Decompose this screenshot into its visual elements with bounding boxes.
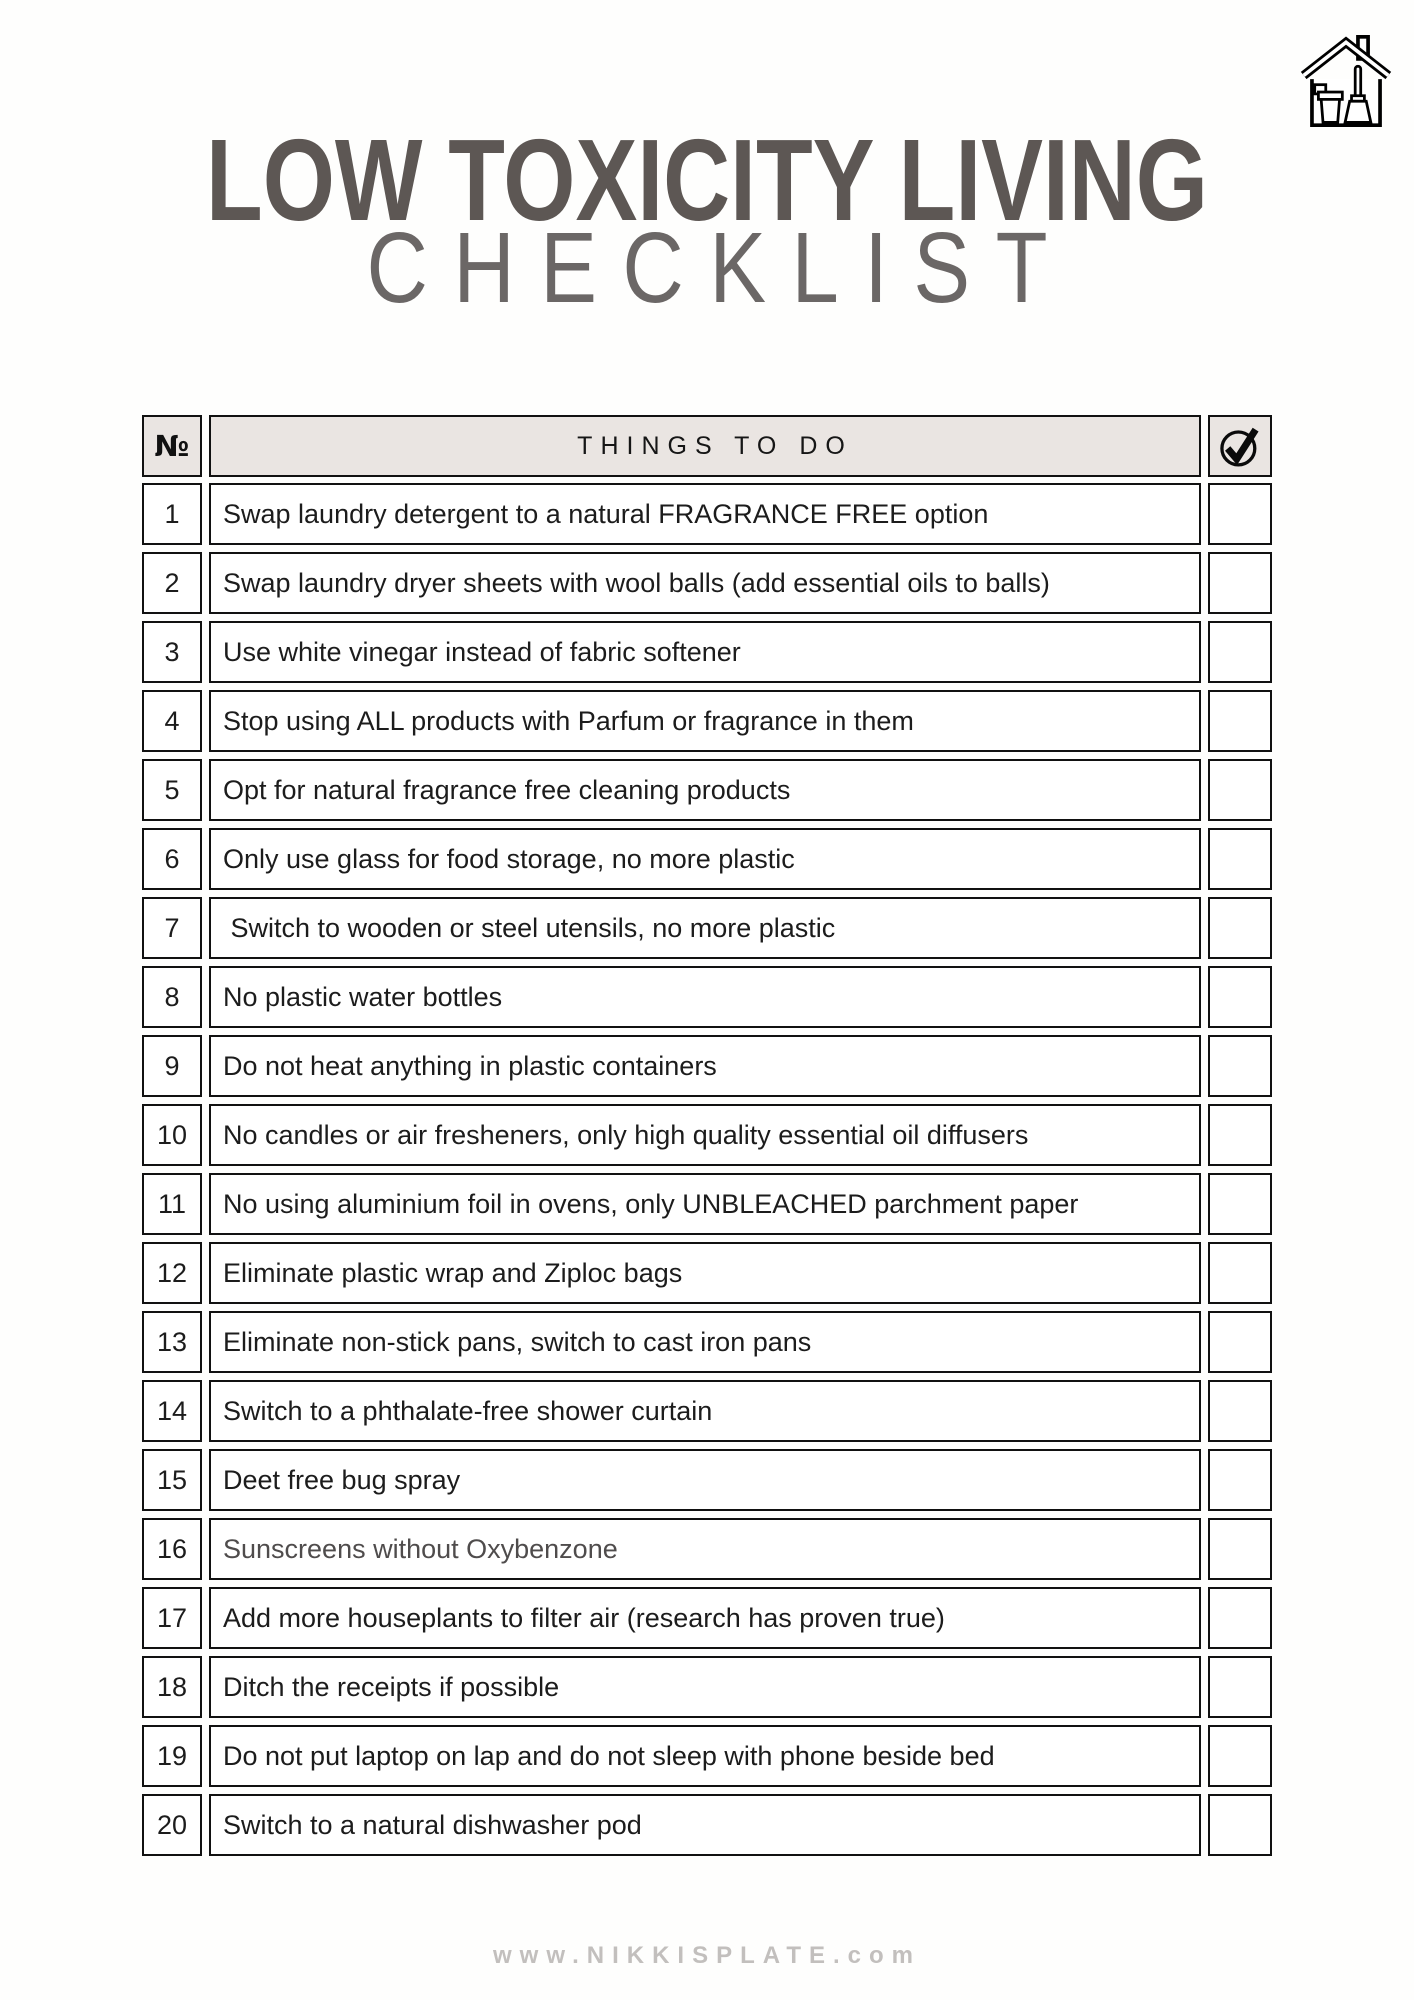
row-number: 2 (142, 552, 202, 614)
number-column-header: № (142, 415, 202, 477)
row-task-text: Switch to a phthalate-free shower curtain (209, 1380, 1201, 1442)
row-number: 18 (142, 1656, 202, 1718)
row-task-text: Deet free bug spray (209, 1449, 1201, 1511)
table-row (142, 1311, 1272, 1373)
row-number: 5 (142, 759, 202, 821)
row-checkbox[interactable] (1208, 1311, 1272, 1373)
table-row (142, 1242, 1272, 1304)
check-column-header (1208, 415, 1272, 477)
row-task-text: Do not heat anything in plastic containers (209, 1035, 1201, 1097)
table-row (142, 759, 1272, 821)
table-row (142, 1794, 1272, 1856)
row-checkbox[interactable] (1208, 1656, 1272, 1718)
row-task-text: No candles or air fresheners, only high quality essential oil diffusers (209, 1104, 1201, 1166)
row-task-text: Switch to a natural dishwasher pod (209, 1794, 1201, 1856)
table-row (142, 966, 1272, 1028)
row-number: 3 (142, 621, 202, 683)
row-task-text: Swap laundry detergent to a natural FRAGRANCE FREE option (209, 483, 1201, 545)
checklist-table (142, 415, 1272, 1856)
row-number: 12 (142, 1242, 202, 1304)
row-number: 4 (142, 690, 202, 752)
table-header-row (142, 415, 1272, 477)
row-checkbox[interactable] (1208, 1242, 1272, 1304)
row-checkbox[interactable] (1208, 1380, 1272, 1442)
row-checkbox[interactable] (1208, 1449, 1272, 1511)
checklist-rows (142, 483, 1272, 1856)
row-task-text: Use white vinegar instead of fabric softener (209, 621, 1201, 683)
row-task-text: Only use glass for food storage, no more plastic (209, 828, 1201, 890)
row-number: 9 (142, 1035, 202, 1097)
house-cleaning-icon (1300, 30, 1392, 132)
row-number: 8 (142, 966, 202, 1028)
row-number: 17 (142, 1587, 202, 1649)
circled-checkmark-icon (1217, 422, 1263, 470)
row-checkbox[interactable] (1208, 1035, 1272, 1097)
footer-url[interactable]: www.NIKKISPLATE.com (492, 1942, 922, 1969)
row-task-text: Ditch the receipts if possible (209, 1656, 1201, 1718)
table-row (142, 621, 1272, 683)
table-row (142, 1035, 1272, 1097)
table-row (142, 1173, 1272, 1235)
row-checkbox[interactable] (1208, 759, 1272, 821)
row-checkbox[interactable] (1208, 1725, 1272, 1787)
table-row (142, 552, 1272, 614)
row-task-text: Eliminate plastic wrap and Ziploc bags (209, 1242, 1201, 1304)
row-checkbox[interactable] (1208, 1587, 1272, 1649)
row-number: 1 (142, 483, 202, 545)
row-task-text: Eliminate non-stick pans, switch to cast iron pans (209, 1311, 1201, 1373)
row-checkbox[interactable] (1208, 897, 1272, 959)
row-task-text: Add more houseplants to filter air (research has proven true) (209, 1587, 1201, 1649)
row-checkbox[interactable] (1208, 690, 1272, 752)
row-task-text: Do not put laptop on lap and do not sleep with phone beside bed (209, 1725, 1201, 1787)
row-checkbox[interactable] (1208, 1518, 1272, 1580)
row-checkbox[interactable] (1208, 828, 1272, 890)
row-checkbox[interactable] (1208, 621, 1272, 683)
row-task-text: Sunscreens without Oxybenzone (209, 1518, 1201, 1580)
row-number: 6 (142, 828, 202, 890)
row-number: 15 (142, 1449, 202, 1511)
row-task-text: No using aluminium foil in ovens, only UNBLEACHED parchment paper (209, 1173, 1201, 1235)
table-row (142, 1656, 1272, 1718)
row-checkbox[interactable] (1208, 1104, 1272, 1166)
table-row (142, 1104, 1272, 1166)
row-task-text: Swap laundry dryer sheets with wool balls (add essential oils to balls) (209, 552, 1201, 614)
table-row (142, 828, 1272, 890)
row-number: 19 (142, 1725, 202, 1787)
row-checkbox[interactable] (1208, 966, 1272, 1028)
table-row (142, 690, 1272, 752)
row-number: 14 (142, 1380, 202, 1442)
table-row (142, 1725, 1272, 1787)
row-task-text: Opt for natural fragrance free cleaning products (209, 759, 1201, 821)
row-checkbox[interactable] (1208, 552, 1272, 614)
table-row (142, 897, 1272, 959)
table-row (142, 1518, 1272, 1580)
row-number: 7 (142, 897, 202, 959)
row-task-text: Stop using ALL products with Parfum or fragrance in them (209, 690, 1201, 752)
row-number: 20 (142, 1794, 202, 1856)
table-row (142, 483, 1272, 545)
row-task-text: Switch to wooden or steel utensils, no more plastic (209, 897, 1201, 959)
page-subtitle: CHECKLIST (366, 212, 1074, 324)
table-row (142, 1587, 1272, 1649)
table-row (142, 1380, 1272, 1442)
row-number: 11 (142, 1173, 202, 1235)
row-checkbox[interactable] (1208, 1794, 1272, 1856)
row-checkbox[interactable] (1208, 1173, 1272, 1235)
row-number: 10 (142, 1104, 202, 1166)
things-to-do-header: THINGS TO DO (209, 415, 1201, 477)
row-task-text: No plastic water bottles (209, 966, 1201, 1028)
table-row (142, 1449, 1272, 1511)
row-number: 13 (142, 1311, 202, 1373)
row-number: 16 (142, 1518, 202, 1580)
page-title: LOW TOXICITY LIVING (206, 115, 1208, 245)
row-checkbox[interactable] (1208, 483, 1272, 545)
